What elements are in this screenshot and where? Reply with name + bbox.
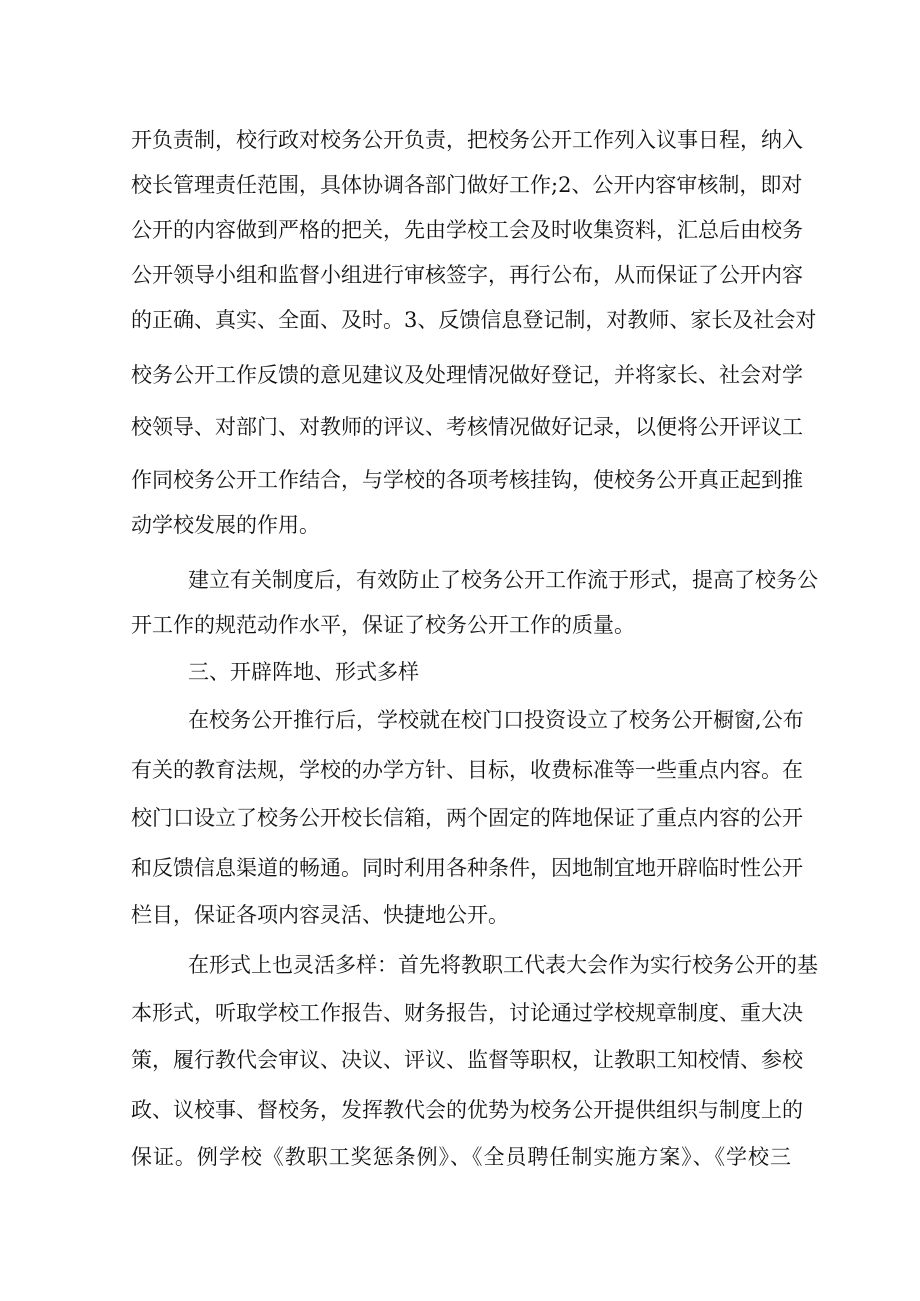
text-line: 和反馈信息渠道的畅通。同时利用各种条件，因地制宜地开辟临时性公开 xyxy=(131,856,803,880)
paragraph-first-line: 在校务公开推行后，学校就在校门口投资设立了校务公开橱窗,公布 xyxy=(188,708,804,732)
paragraph-first-line: 在形式上也灵活多样：首先将教职工代表大会作为实行校务公开的基 xyxy=(188,953,818,977)
text-line: 校领导、对部门、对教师的评议、考核情况做好记录，以便将公开评议工 xyxy=(131,415,803,439)
text-line: 政、议校事、督校务，发挥教代会的优势为校务公开提供组织与制度上的 xyxy=(131,1098,803,1122)
text-line: 本形式，听取学校工作报告、财务报告，讨论通过学校规章制度、重大决 xyxy=(131,1001,803,1025)
text-line: 有关的教育法规，学校的办学方针、目标，收费标准等一些重点内容。在 xyxy=(131,758,803,782)
text-line: 开负责制，校行政对校务公开负责，把校务公开工作列入议事日程，纳入 xyxy=(131,128,803,152)
text-line: 的正确、真实、全面、及时。3、反馈信息登记制，对教师、家长及社会对 xyxy=(131,308,817,332)
text-line: 动学校发展的作用。 xyxy=(131,513,320,537)
text-line: 校门口设立了校务公开校长信箱，两个固定的阵地保证了重点内容的公开 xyxy=(131,806,803,830)
text-line: 保证。例学校《教职工奖惩条例》、《全员聘任制实施方案》、《学校三 xyxy=(131,1145,791,1169)
text-line: 策，履行教代会审议、决议、评议、监督等职权，让教职工知校情、参校 xyxy=(131,1048,803,1072)
text-line: 校长管理责任范围，具体协调各部门做好工作;2、公开内容审核制，即对 xyxy=(131,173,803,197)
text-line: 公开的内容做到严格的把关，先由学校工会及时收集资料，汇总后由校务 xyxy=(131,218,803,242)
section-heading: 三、开辟阵地、形式多样 xyxy=(188,660,419,684)
text-line: 栏目，保证各项内容灵活、快捷地公开。 xyxy=(131,903,509,927)
text-line: 作同校务公开工作结合，与学校的各项考核挂钩，使校务公开真正起到推 xyxy=(131,468,803,492)
paragraph-first-line: 建立有关制度后，有效防止了校务公开工作流于形式，提高了校务公 xyxy=(188,568,818,592)
text-line: 开工作的规范动作水平，保证了校务公开工作的质量。 xyxy=(131,613,635,637)
text-line: 校务公开工作反馈的意见建议及处理情况做好登记，并将家长、社会对学 xyxy=(131,363,803,387)
text-line: 公开领导小组和监督小组进行审核签字，再行公布，从而保证了公开内容 xyxy=(131,263,803,287)
